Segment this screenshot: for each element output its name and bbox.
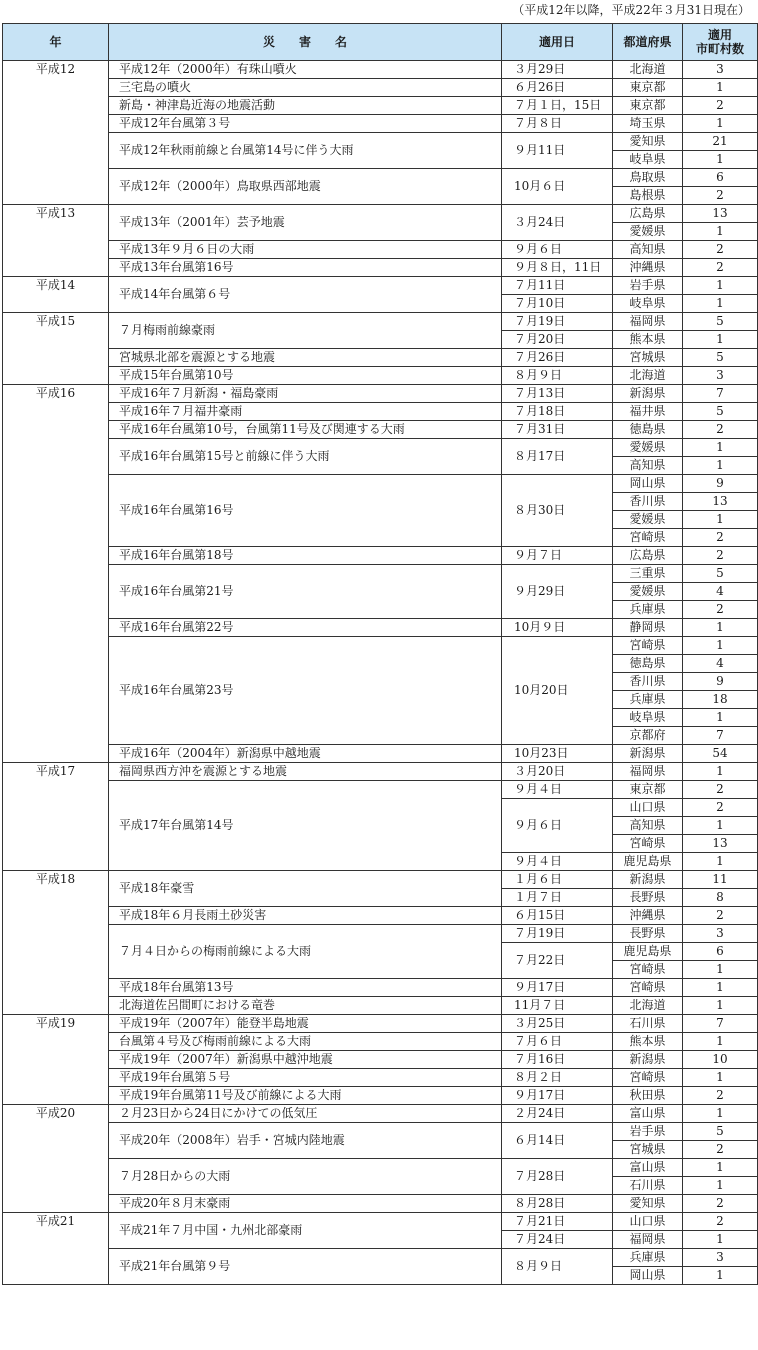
disaster-name-cell: 平成16年台風第22号 (109, 619, 502, 637)
municipality-count-cell: 1 (683, 439, 758, 457)
applied-date-cell: １月６日 (502, 871, 613, 889)
municipality-count-cell: 1 (683, 961, 758, 979)
prefecture-cell: 北海道 (613, 61, 683, 79)
municipality-count-cell: 5 (683, 1123, 758, 1141)
municipality-count-cell: 2 (683, 259, 758, 277)
applied-date-cell: ７月20日 (502, 331, 613, 349)
applied-date-cell: ２月24日 (502, 1105, 613, 1123)
disaster-name-cell: 平成16年台風第21号 (109, 565, 502, 619)
prefecture-cell: 兵庫県 (613, 1249, 683, 1267)
municipality-count-cell: 1 (683, 1069, 758, 1087)
municipality-count-cell: 11 (683, 871, 758, 889)
municipality-count-cell: 1 (683, 1159, 758, 1177)
year-cell: 平成14 (3, 277, 109, 313)
prefecture-cell: 岐阜県 (613, 151, 683, 169)
prefecture-cell: 岡山県 (613, 475, 683, 493)
prefecture-cell: 愛媛県 (613, 583, 683, 601)
table-row (3, 115, 758, 133)
disaster-name-cell: 平成20年８月末豪雨 (109, 1195, 502, 1213)
municipality-count-cell: 7 (683, 1015, 758, 1033)
municipality-count-cell: 54 (683, 745, 758, 763)
prefecture-cell: 山口県 (613, 1213, 683, 1231)
municipality-count-cell: 9 (683, 475, 758, 493)
municipality-count-cell: 2 (683, 1141, 758, 1159)
municipality-count-cell: 2 (683, 1087, 758, 1105)
applied-date-cell: ７月８日 (502, 115, 613, 133)
prefecture-cell: 徳島県 (613, 655, 683, 673)
applied-date-cell: ７月26日 (502, 349, 613, 367)
prefecture-cell: 宮城県 (613, 349, 683, 367)
header-applied-date: 適用日 (502, 24, 613, 61)
applied-date-cell: ８月17日 (502, 439, 613, 475)
prefecture-cell: 愛媛県 (613, 223, 683, 241)
municipality-count-cell: 1 (683, 1033, 758, 1051)
disaster-name-cell: 平成12年（2000年）鳥取県西部地震 (109, 169, 502, 205)
year-cell: 平成21 (3, 1213, 109, 1285)
disaster-name-cell: 平成21年台風第９号 (109, 1249, 502, 1285)
applied-date-cell: ９月29日 (502, 565, 613, 619)
municipality-count-cell: 5 (683, 565, 758, 583)
applied-date-cell: ９月17日 (502, 1087, 613, 1105)
municipality-count-cell: 1 (683, 619, 758, 637)
table-row (3, 61, 758, 79)
applied-date-cell: ９月４日 (502, 853, 613, 871)
prefecture-cell: 香川県 (613, 673, 683, 691)
applied-date-cell: ９月７日 (502, 547, 613, 565)
prefecture-cell: 東京都 (613, 79, 683, 97)
applied-date-cell: ８月30日 (502, 475, 613, 547)
table-note: （平成12年以降，平成22年３月31日現在） (512, 3, 750, 17)
disaster-name-cell: 平成19年（2007年）新潟県中越沖地震 (109, 1051, 502, 1069)
prefecture-cell: 北海道 (613, 997, 683, 1015)
disaster-name-cell: 平成19年台風第11号及び前線による大雨 (109, 1087, 502, 1105)
disaster-name-cell: 平成16年台風第18号 (109, 547, 502, 565)
table-row (3, 1033, 758, 1051)
table-row (3, 475, 758, 493)
municipality-count-cell: 1 (683, 763, 758, 781)
prefecture-cell: 新潟県 (613, 1051, 683, 1069)
table-row (3, 1015, 758, 1033)
municipality-count-cell: 13 (683, 205, 758, 223)
municipality-count-cell: 1 (683, 1105, 758, 1123)
table-row (3, 79, 758, 97)
year-cell: 平成13 (3, 205, 109, 277)
municipality-count-cell: 3 (683, 925, 758, 943)
applied-date-cell: ７月６日 (502, 1033, 613, 1051)
disaster-name-cell: 平成13年（2001年）芸予地震 (109, 205, 502, 241)
table-row (3, 439, 758, 457)
municipality-count-cell: 1 (683, 331, 758, 349)
table-row (3, 277, 758, 295)
municipality-count-cell: 1 (683, 457, 758, 475)
municipality-count-cell: 5 (683, 403, 758, 421)
applied-date-cell: ７月16日 (502, 1051, 613, 1069)
prefecture-cell: 沖縄県 (613, 259, 683, 277)
disaster-name-cell: 平成14年台風第６号 (109, 277, 502, 313)
prefecture-cell: 福岡県 (613, 313, 683, 331)
municipality-count-cell: 1 (683, 151, 758, 169)
prefecture-cell: 宮崎県 (613, 961, 683, 979)
applied-date-cell: ７月１日，15日 (502, 97, 613, 115)
municipality-count-cell: 3 (683, 367, 758, 385)
prefecture-cell: 岐阜県 (613, 709, 683, 727)
disaster-name-cell: 平成17年台風第14号 (109, 781, 502, 871)
table-row (3, 133, 758, 151)
disaster-name-cell: 福岡県西方沖を震源とする地震 (109, 763, 502, 781)
prefecture-cell: 宮崎県 (613, 835, 683, 853)
table-row (3, 745, 758, 763)
prefecture-cell: 沖縄県 (613, 907, 683, 925)
prefecture-cell: 新潟県 (613, 745, 683, 763)
municipality-count-cell: 2 (683, 799, 758, 817)
prefecture-cell: 三重県 (613, 565, 683, 583)
prefecture-cell: 愛知県 (613, 1195, 683, 1213)
prefecture-cell: 愛媛県 (613, 439, 683, 457)
prefecture-cell: 徳島県 (613, 421, 683, 439)
table-row (3, 997, 758, 1015)
municipality-count-cell: 1 (683, 79, 758, 97)
table-row (3, 169, 758, 187)
municipality-count-cell: 13 (683, 835, 758, 853)
municipality-count-cell: 7 (683, 385, 758, 403)
municipality-count-cell: 4 (683, 583, 758, 601)
applied-date-cell: ７月18日 (502, 403, 613, 421)
applied-date-cell: 11月７日 (502, 997, 613, 1015)
applied-date-cell: ３月29日 (502, 61, 613, 79)
municipality-count-cell: 3 (683, 1249, 758, 1267)
applied-date-cell: ６月26日 (502, 79, 613, 97)
table-row (3, 421, 758, 439)
municipality-count-cell: 5 (683, 313, 758, 331)
municipality-count-cell: 1 (683, 637, 758, 655)
table-row (3, 1249, 758, 1267)
disaster-name-cell: 新島・神津島近海の地震活動 (109, 97, 502, 115)
municipality-count-cell: 1 (683, 511, 758, 529)
applied-date-cell: ７月22日 (502, 943, 613, 979)
table-row (3, 1195, 758, 1213)
table-row (3, 907, 758, 925)
prefecture-cell: 富山県 (613, 1159, 683, 1177)
prefecture-cell: 愛知県 (613, 133, 683, 151)
prefecture-cell: 福岡県 (613, 763, 683, 781)
municipality-count-cell: 2 (683, 1213, 758, 1231)
prefecture-cell: 兵庫県 (613, 691, 683, 709)
year-cell: 平成19 (3, 1015, 109, 1105)
table-row (3, 1159, 758, 1177)
table-row (3, 565, 758, 583)
disaster-name-cell: 北海道佐呂間町における竜巻 (109, 997, 502, 1015)
disaster-name-cell: 平成12年台風第３号 (109, 115, 502, 133)
table-row (3, 637, 758, 655)
prefecture-cell: 広島県 (613, 547, 683, 565)
prefecture-cell: 新潟県 (613, 385, 683, 403)
municipality-count-cell: 1 (683, 223, 758, 241)
table-row (3, 925, 758, 943)
municipality-count-cell: 1 (683, 709, 758, 727)
municipality-count-cell: 4 (683, 655, 758, 673)
municipality-count-cell: 13 (683, 493, 758, 511)
applied-date-cell: ９月８日，11日 (502, 259, 613, 277)
municipality-count-cell: 2 (683, 187, 758, 205)
disaster-relief-table (2, 23, 758, 1285)
prefecture-cell: 東京都 (613, 781, 683, 799)
disaster-name-cell: 平成19年台風第５号 (109, 1069, 502, 1087)
header-year: 年 (3, 24, 109, 61)
municipality-count-cell: 2 (683, 1195, 758, 1213)
municipality-count-cell: 1 (683, 295, 758, 313)
prefecture-cell: 鳥取県 (613, 169, 683, 187)
year-cell: 平成16 (3, 385, 109, 763)
prefecture-cell: 愛媛県 (613, 511, 683, 529)
table-row (3, 205, 758, 223)
disaster-name-cell: 平成18年台風第13号 (109, 979, 502, 997)
applied-date-cell: ９月17日 (502, 979, 613, 997)
municipality-count-cell: 1 (683, 115, 758, 133)
table-row (3, 97, 758, 115)
table-row (3, 1051, 758, 1069)
prefecture-cell: 東京都 (613, 97, 683, 115)
disaster-name-cell: ７月梅雨前線豪雨 (109, 313, 502, 349)
table-row (3, 1105, 758, 1123)
applied-date-cell: ７月13日 (502, 385, 613, 403)
disaster-name-cell: ７月28日からの大雨 (109, 1159, 502, 1195)
municipality-count-cell: 6 (683, 169, 758, 187)
table-row (3, 1087, 758, 1105)
table-row (3, 1123, 758, 1141)
prefecture-cell: 広島県 (613, 205, 683, 223)
prefecture-cell: 宮崎県 (613, 979, 683, 997)
municipality-count-cell: 1 (683, 277, 758, 295)
municipality-count-cell: 18 (683, 691, 758, 709)
prefecture-cell: 鹿児島県 (613, 853, 683, 871)
prefecture-cell: 高知県 (613, 817, 683, 835)
year-cell: 平成18 (3, 871, 109, 1015)
disaster-name-cell: 平成13年台風第16号 (109, 259, 502, 277)
applied-date-cell: ８月２日 (502, 1069, 613, 1087)
disaster-name-cell: 平成16年台風第16号 (109, 475, 502, 547)
prefecture-cell: 島根県 (613, 187, 683, 205)
municipality-count-cell: 1 (683, 817, 758, 835)
disaster-name-cell: 平成16年台風第23号 (109, 637, 502, 745)
prefecture-cell: 熊本県 (613, 1033, 683, 1051)
prefecture-cell: 高知県 (613, 457, 683, 475)
prefecture-cell: 岩手県 (613, 277, 683, 295)
disaster-name-cell: 三宅島の噴火 (109, 79, 502, 97)
disaster-name-cell: 平成18年豪雪 (109, 871, 502, 907)
applied-date-cell: ７月28日 (502, 1159, 613, 1195)
municipality-count-cell: 2 (683, 529, 758, 547)
applied-date-cell: ７月19日 (502, 925, 613, 943)
prefecture-cell: 宮崎県 (613, 637, 683, 655)
municipality-count-cell: 6 (683, 943, 758, 961)
disaster-name-cell: 平成16年台風第10号，台風第11号及び関連する大雨 (109, 421, 502, 439)
prefecture-cell: 高知県 (613, 241, 683, 259)
disaster-name-cell: 平成16年７月新潟・福島豪雨 (109, 385, 502, 403)
prefecture-cell: 兵庫県 (613, 601, 683, 619)
prefecture-cell: 岐阜県 (613, 295, 683, 313)
municipality-count-cell: 1 (683, 1231, 758, 1249)
disaster-name-cell: 平成12年（2000年）有珠山噴火 (109, 61, 502, 79)
municipality-count-cell: 2 (683, 781, 758, 799)
table-header-row (3, 24, 758, 61)
table-row (3, 259, 758, 277)
disaster-name-cell: ２月23日から24日にかけての低気圧 (109, 1105, 502, 1123)
disaster-name-cell: 台風第４号及び梅雨前線による大雨 (109, 1033, 502, 1051)
disaster-name-cell: 平成18年６月長雨土砂災害 (109, 907, 502, 925)
applied-date-cell: ７月19日 (502, 313, 613, 331)
table-row (3, 619, 758, 637)
prefecture-cell: 鹿児島県 (613, 943, 683, 961)
prefecture-cell: 宮崎県 (613, 529, 683, 547)
prefecture-cell: 埼玉県 (613, 115, 683, 133)
year-cell: 平成15 (3, 313, 109, 385)
applied-date-cell: ７月11日 (502, 277, 613, 295)
table-row (3, 367, 758, 385)
applied-date-cell: ８月28日 (502, 1195, 613, 1213)
prefecture-cell: 岩手県 (613, 1123, 683, 1141)
year-cell: 平成12 (3, 61, 109, 205)
prefecture-cell: 秋田県 (613, 1087, 683, 1105)
disaster-name-cell: 平成15年台風第10号 (109, 367, 502, 385)
municipality-count-cell: 2 (683, 97, 758, 115)
municipality-count-cell: 3 (683, 61, 758, 79)
prefecture-cell: 宮城県 (613, 1141, 683, 1159)
disaster-name-cell: 平成20年（2008年）岩手・宮城内陸地震 (109, 1123, 502, 1159)
applied-date-cell: ７月10日 (502, 295, 613, 313)
applied-date-cell: ３月25日 (502, 1015, 613, 1033)
table-row (3, 781, 758, 799)
prefecture-cell: 京都府 (613, 727, 683, 745)
municipality-count-cell: 1 (683, 853, 758, 871)
municipality-count-cell: 5 (683, 349, 758, 367)
applied-date-cell: ６月15日 (502, 907, 613, 925)
applied-date-cell: ８月９日 (502, 1249, 613, 1285)
applied-date-cell: ９月11日 (502, 133, 613, 169)
municipality-count-cell: 9 (683, 673, 758, 691)
applied-date-cell: ７月21日 (502, 1213, 613, 1231)
applied-date-cell: ６月14日 (502, 1123, 613, 1159)
applied-date-cell: １月７日 (502, 889, 613, 907)
prefecture-cell: 静岡県 (613, 619, 683, 637)
disaster-name-cell: ７月４日からの梅雨前線による大雨 (109, 925, 502, 979)
municipality-count-cell: 2 (683, 421, 758, 439)
table-row (3, 1213, 758, 1231)
prefecture-cell: 香川県 (613, 493, 683, 511)
applied-date-cell: 10月23日 (502, 745, 613, 763)
prefecture-cell: 岡山県 (613, 1267, 683, 1285)
header-prefecture: 都道府県 (613, 24, 683, 61)
disaster-name-cell: 平成16年台風第15号と前線に伴う大雨 (109, 439, 502, 475)
table-row (3, 1069, 758, 1087)
header-municipality-count: 適用 市町村数 (683, 24, 758, 61)
table-row (3, 979, 758, 997)
municipality-count-cell: 10 (683, 1051, 758, 1069)
prefecture-cell: 長野県 (613, 889, 683, 907)
table-row (3, 547, 758, 565)
applied-date-cell: ７月24日 (502, 1231, 613, 1249)
applied-date-cell: 10月９日 (502, 619, 613, 637)
applied-date-cell: ９月６日 (502, 241, 613, 259)
municipality-count-cell: 21 (683, 133, 758, 151)
prefecture-cell: 石川県 (613, 1015, 683, 1033)
table-row (3, 349, 758, 367)
municipality-count-cell: 2 (683, 241, 758, 259)
table-row (3, 385, 758, 403)
applied-date-cell: ９月６日 (502, 799, 613, 853)
prefecture-cell: 福井県 (613, 403, 683, 421)
disaster-name-cell: 平成16年（2004年）新潟県中越地震 (109, 745, 502, 763)
prefecture-cell: 長野県 (613, 925, 683, 943)
disaster-name-cell: 平成13年９月６日の大雨 (109, 241, 502, 259)
applied-date-cell: ７月31日 (502, 421, 613, 439)
disaster-name-cell: 宮城県北部を震源とする地震 (109, 349, 502, 367)
municipality-count-cell: 2 (683, 547, 758, 565)
table-row (3, 871, 758, 889)
year-cell: 平成17 (3, 763, 109, 871)
municipality-count-cell: 7 (683, 727, 758, 745)
municipality-count-cell: 1 (683, 1267, 758, 1285)
applied-date-cell: ３月20日 (502, 763, 613, 781)
disaster-name-cell: 平成16年７月福井豪雨 (109, 403, 502, 421)
prefecture-cell: 富山県 (613, 1105, 683, 1123)
municipality-count-cell: 1 (683, 979, 758, 997)
municipality-count-cell: 2 (683, 907, 758, 925)
prefecture-cell: 福岡県 (613, 1231, 683, 1249)
municipality-count-cell: 1 (683, 997, 758, 1015)
applied-date-cell: ９月４日 (502, 781, 613, 799)
prefecture-cell: 北海道 (613, 367, 683, 385)
disaster-name-cell: 平成21年７月中国・九州北部豪雨 (109, 1213, 502, 1249)
disaster-name-cell: 平成12年秋雨前線と台風第14号に伴う大雨 (109, 133, 502, 169)
applied-date-cell: 10月20日 (502, 637, 613, 745)
table-row (3, 763, 758, 781)
prefecture-cell: 熊本県 (613, 331, 683, 349)
municipality-count-cell: 2 (683, 601, 758, 619)
prefecture-cell: 石川県 (613, 1177, 683, 1195)
applied-date-cell: ３月24日 (502, 205, 613, 241)
table-row (3, 241, 758, 259)
year-cell: 平成20 (3, 1105, 109, 1213)
prefecture-cell: 新潟県 (613, 871, 683, 889)
header-disaster-name: 災 害 名 (109, 24, 502, 61)
municipality-count-cell: 1 (683, 1177, 758, 1195)
applied-date-cell: 10月６日 (502, 169, 613, 205)
table-row (3, 313, 758, 331)
municipality-count-cell: 8 (683, 889, 758, 907)
disaster-name-cell: 平成19年（2007年）能登半島地震 (109, 1015, 502, 1033)
table-row (3, 403, 758, 421)
prefecture-cell: 宮崎県 (613, 1069, 683, 1087)
applied-date-cell: ８月９日 (502, 367, 613, 385)
prefecture-cell: 山口県 (613, 799, 683, 817)
